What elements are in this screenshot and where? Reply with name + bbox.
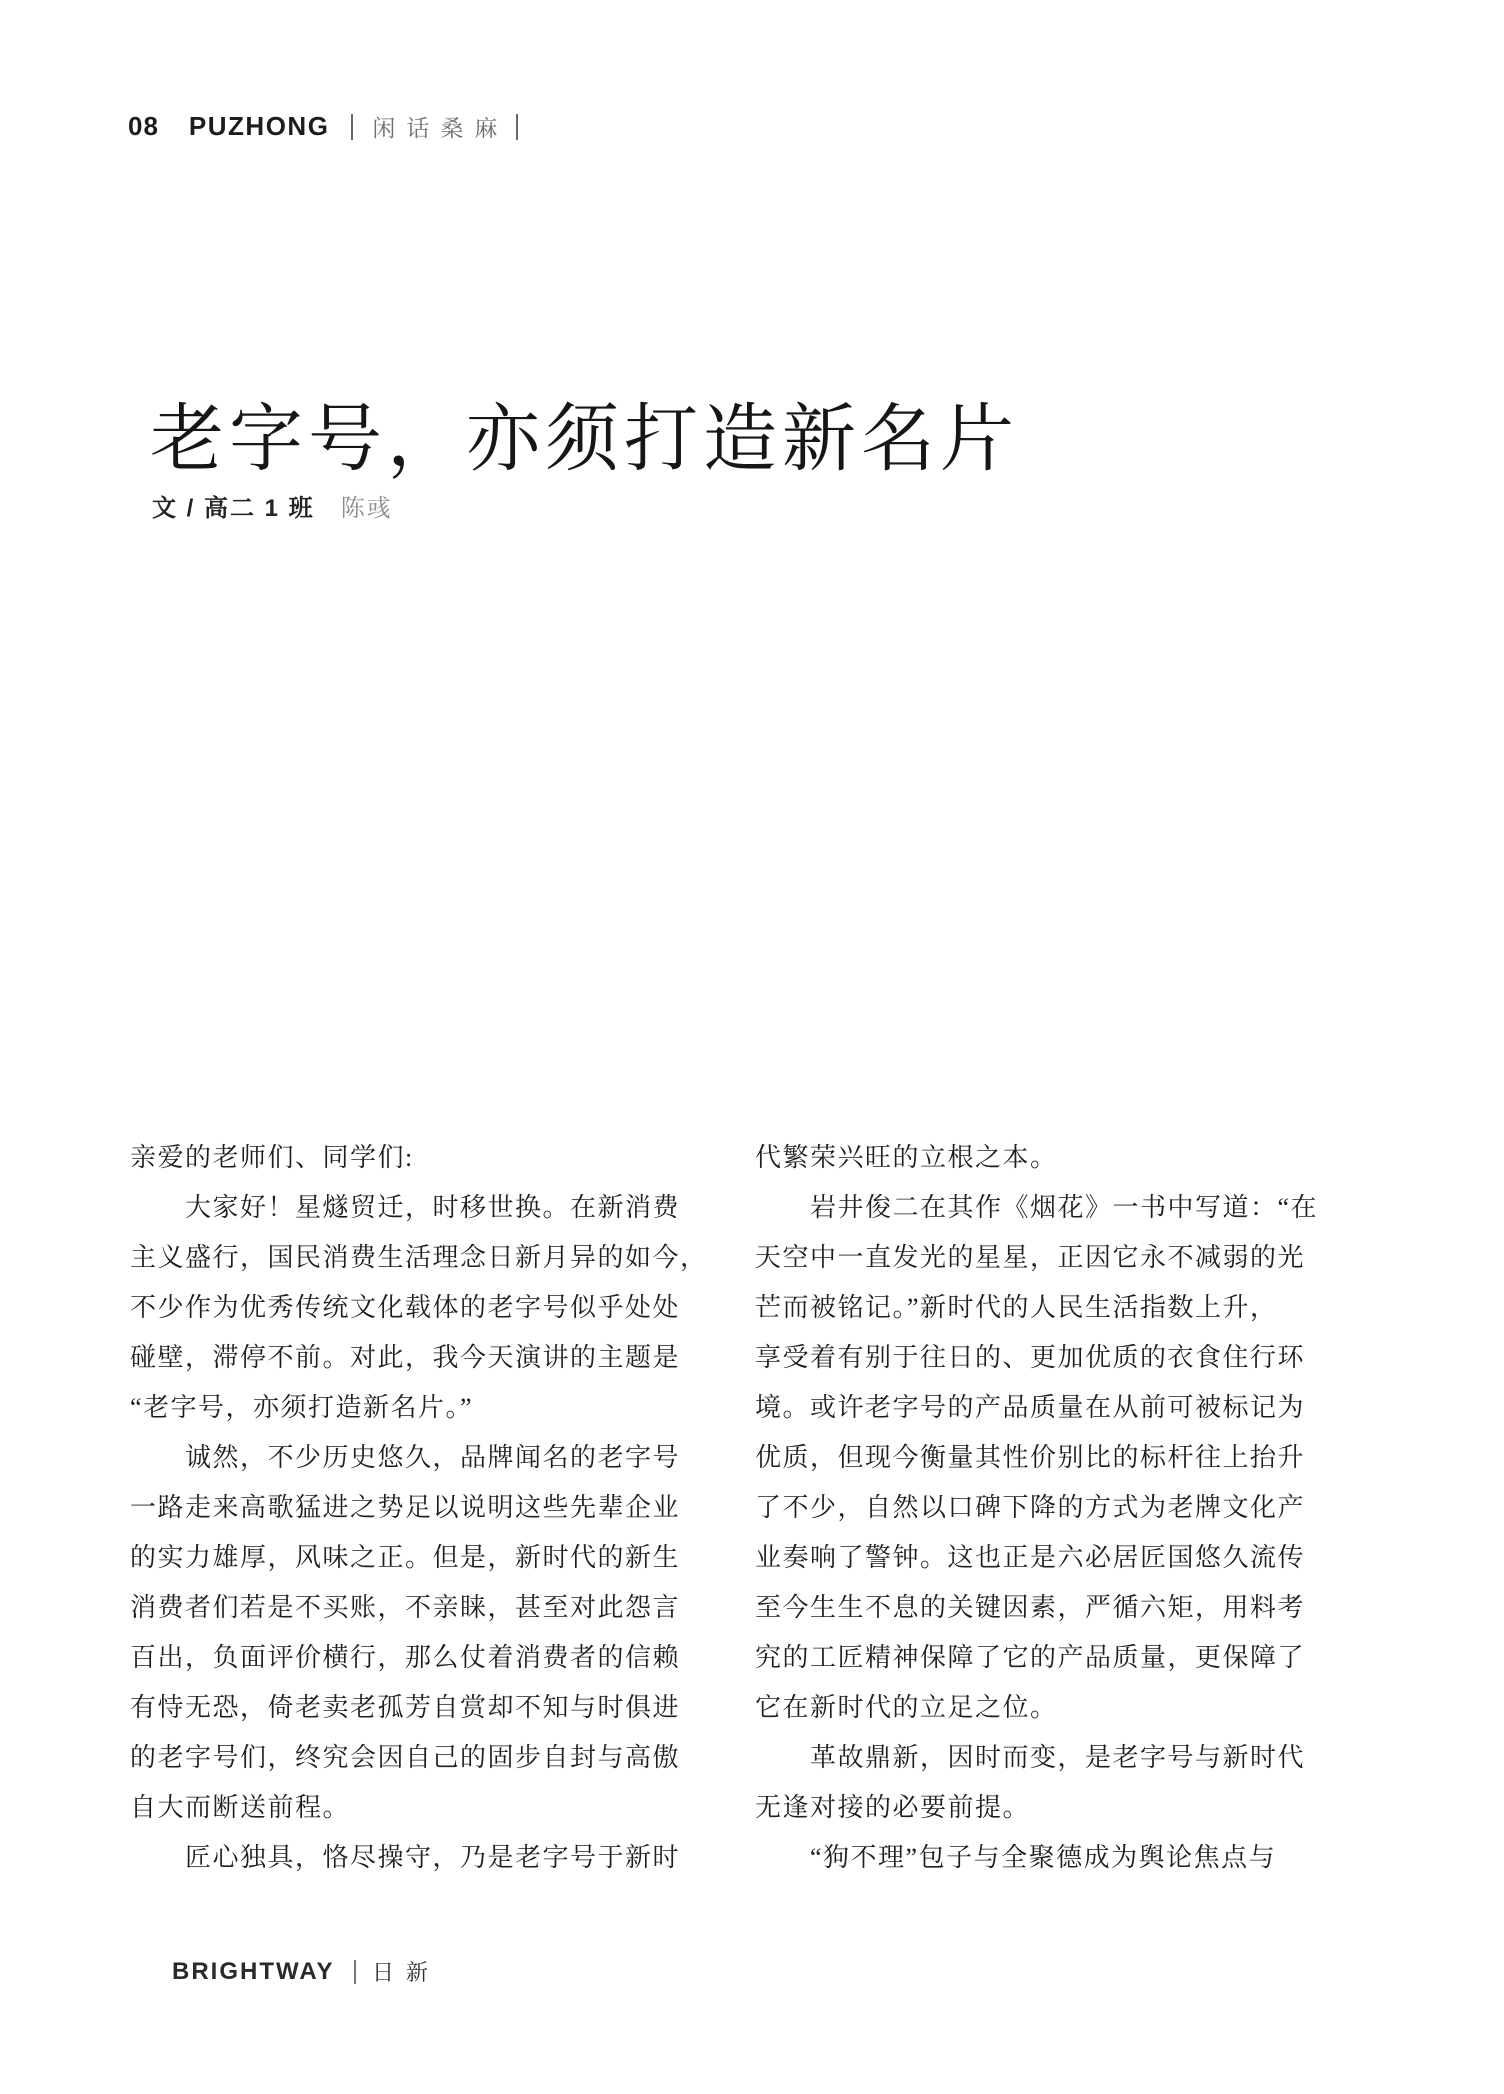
- body-text-line: 它在新时代的立足之位。: [755, 1693, 1058, 1722]
- byline: [152, 488, 393, 523]
- body-text-line: 芒而被铭记。”新时代的人民生活指数上升，: [755, 1293, 1278, 1322]
- body-text-line: 不少作为优秀传统文化载体的老字号似乎处处: [130, 1293, 681, 1322]
- section-name: 闲话桑麻: [372, 115, 509, 141]
- body-text-line: 无逢对接的必要前提。: [755, 1793, 1031, 1822]
- body-column-left: [130, 1133, 715, 1883]
- body-text-line: 至今生生不息的关键因素，严循六矩，用料考: [755, 1593, 1306, 1622]
- footer-magazine-name: 日新: [371, 1960, 440, 1985]
- body-text-line: 的老字号们，终究会因自己的固步自封与高傲: [130, 1743, 681, 1772]
- section-label-group: [351, 110, 518, 143]
- body-text-line: 主义盛行，国民消费生活理念日新月异的如今，: [130, 1243, 708, 1272]
- page-footer: [172, 1956, 440, 1987]
- byline-author: 陈彧: [340, 495, 393, 522]
- body-text-line: 一路走来高歌猛进之势足以说明这些先辈企业: [130, 1493, 681, 1522]
- body-text-line: 优质，但现今衡量其性价别比的标杆往上抬升: [755, 1443, 1306, 1472]
- body-text-line: 匠心独具，恪尽操守，乃是老字号于新时: [130, 1843, 681, 1872]
- article-title: 老字号，亦须打造新名片: [150, 398, 1019, 481]
- body-text-line: 百出，负面评价横行，那么仗着消费者的信赖: [130, 1643, 681, 1672]
- body-text-line: “狗不理”包子与全聚德成为舆论焦点与: [755, 1843, 1277, 1872]
- body-text-line: 自大而断送前程。: [130, 1793, 351, 1822]
- body-text-line: 享受着有别于往日的、更加优质的衣食住行环: [755, 1343, 1306, 1372]
- body-text-line: 境。或许老字号的产品质量在从前可被标记为: [755, 1393, 1306, 1422]
- body-text-line: 了不少，自然以口碑下降的方式为老牌文化产: [755, 1493, 1306, 1522]
- byline-class: 文 / 高二 1 班: [152, 495, 315, 522]
- body-text-line: 有恃无恐，倚老卖老孤芳自赏却不知与时俱进: [130, 1693, 681, 1722]
- body-text-line: 亲爱的老师们、同学们:: [130, 1143, 414, 1172]
- body-text-line: 岩井俊二在其作《烟花》一书中写道：“在: [755, 1193, 1319, 1222]
- body-text-line: 的实力雄厚，风味之正。但是，新时代的新生: [130, 1543, 681, 1572]
- body-text-line: “老字号，亦须打造新名片。”: [130, 1393, 474, 1422]
- page-number: 08: [128, 111, 159, 141]
- body-text-line: 消费者们若是不买账，不亲睐，甚至对此怨言: [130, 1593, 681, 1622]
- body-text-line: 究的工匠精神保障了它的产品质量，更保障了: [755, 1643, 1306, 1672]
- body-column-right: [755, 1133, 1340, 1883]
- divider: [351, 114, 353, 140]
- body-text-line: 代繁荣兴旺的立根之本。: [755, 1143, 1058, 1172]
- footer-brand: BRIGHTWAY: [172, 1957, 335, 1985]
- body-text-line: 诚然，不少历史悠久，品牌闻名的老字号: [130, 1443, 681, 1472]
- page-header: [128, 110, 518, 143]
- divider: [516, 114, 518, 140]
- body-text-line: 业奏响了警钟。这也正是六必居匠国悠久流传: [755, 1543, 1306, 1572]
- publication-brand: PUZHONG: [188, 111, 330, 141]
- body-text-line: 大家好！星燧贸迁，时移世换。在新消费: [130, 1193, 681, 1222]
- divider: [354, 1960, 356, 1984]
- body-text-line: 碰壁，滞停不前。对此，我今天演讲的主题是: [130, 1343, 681, 1372]
- body-text-line: 革故鼎新，因时而变，是老字号与新时代: [755, 1743, 1306, 1772]
- body-text-line: 天空中一直发光的星星，正因它永不减弱的光: [755, 1243, 1306, 1272]
